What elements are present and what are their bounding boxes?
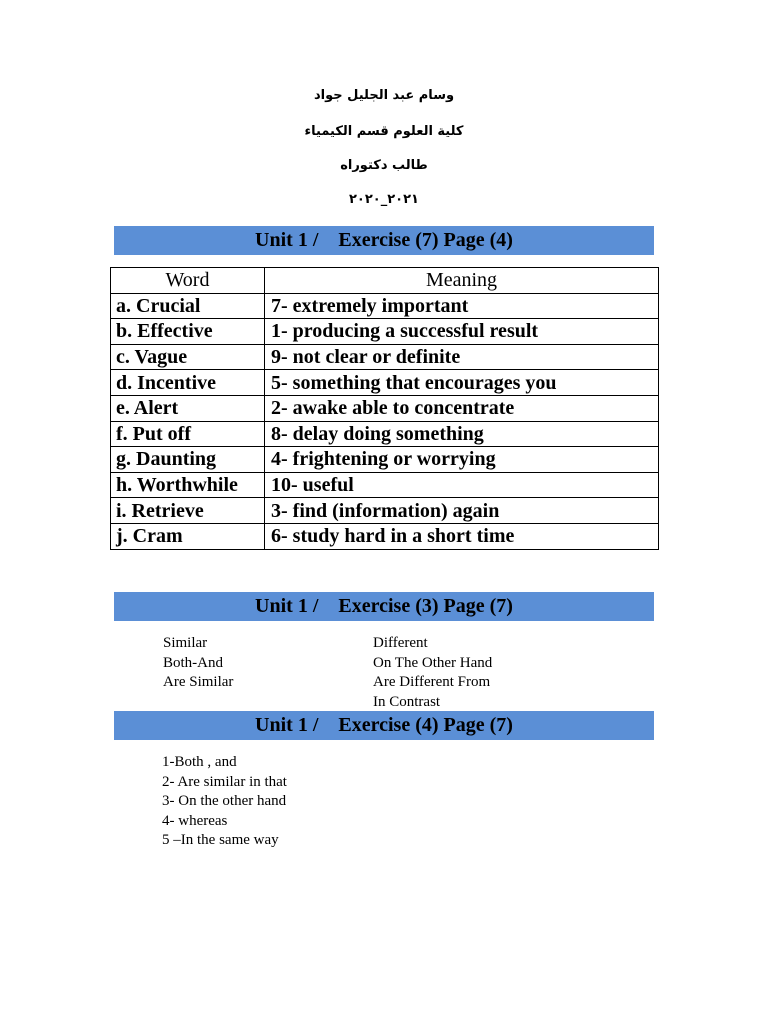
list-item: Different: [373, 635, 428, 651]
table-row: [111, 447, 659, 473]
list-item: 4- whereas: [162, 812, 228, 829]
word-cell: e. Alert: [111, 395, 265, 421]
list-item: In Contrast: [373, 693, 441, 710]
table-row: [111, 293, 659, 319]
table-row: [111, 421, 659, 447]
list-item: 5 –In the same way: [162, 832, 279, 849]
similar-list: [163, 634, 233, 693]
list-item: Both-And: [163, 654, 223, 671]
meaning-cell: 4- frightening or worrying: [265, 447, 659, 473]
college-department: كلية العلوم قسم الكيمياء: [304, 124, 464, 139]
list-item: 1-Both , and: [162, 754, 237, 770]
author-name: وسام عبد الجليل جواد: [313, 88, 455, 103]
word-column-header: Word: [111, 268, 265, 294]
word-cell: h. Worthwhile: [111, 472, 265, 498]
meaning-cell: 3- find (information) again: [265, 498, 659, 524]
word-cell: a. Crucial: [111, 293, 265, 319]
meaning-cell: 9- not clear or definite: [265, 344, 659, 370]
list-item: Are Different From: [373, 674, 491, 691]
exercise-7-title: Unit 1 / Exercise (7) Page (4): [114, 226, 654, 255]
word-cell: f. Put off: [111, 421, 265, 447]
table-header-row: [111, 268, 659, 294]
table-row: [111, 370, 659, 396]
table-row: [111, 344, 659, 370]
table-row: [111, 319, 659, 345]
meaning-cell: 6- study hard in a short time: [265, 523, 659, 549]
word-cell: j. Cram: [111, 523, 265, 549]
table-row: [111, 472, 659, 498]
word-cell: g. Daunting: [111, 447, 265, 473]
word-cell: d. Incentive: [111, 370, 265, 396]
table-row: [111, 498, 659, 524]
academic-year: ٢٠٢١_٢٠٢٠: [349, 192, 419, 207]
meaning-cell: 10- useful: [265, 472, 659, 498]
exercise-3-title: Unit 1 / Exercise (3) Page (7): [114, 592, 654, 621]
list-item: Similar: [163, 635, 208, 651]
list-item: 2- Are similar in that: [162, 773, 287, 790]
meaning-cell: 5- something that encourages you: [265, 370, 659, 396]
meaning-column-header: Meaning: [265, 268, 659, 294]
word-cell: b. Effective: [111, 319, 265, 345]
meaning-cell: 2- awake able to concentrate: [265, 395, 659, 421]
answers-list: [162, 753, 287, 851]
list-item: 3- On the other hand: [162, 793, 287, 810]
vocabulary-table: [110, 267, 659, 550]
list-item: Are Similar: [163, 674, 234, 691]
student-status: طالب دكتوراه: [340, 158, 428, 173]
exercise-4-title: Unit 1 / Exercise (4) Page (7): [114, 711, 654, 740]
meaning-cell: 1- producing a successful result: [265, 319, 659, 345]
table-row: [111, 395, 659, 421]
word-cell: i. Retrieve: [111, 498, 265, 524]
meaning-cell: 7- extremely important: [265, 293, 659, 319]
meaning-cell: 8- delay doing something: [265, 421, 659, 447]
table-row: [111, 523, 659, 549]
word-cell: c. Vague: [111, 344, 265, 370]
list-item: On The Other Hand: [373, 654, 493, 671]
different-list: [373, 634, 492, 712]
